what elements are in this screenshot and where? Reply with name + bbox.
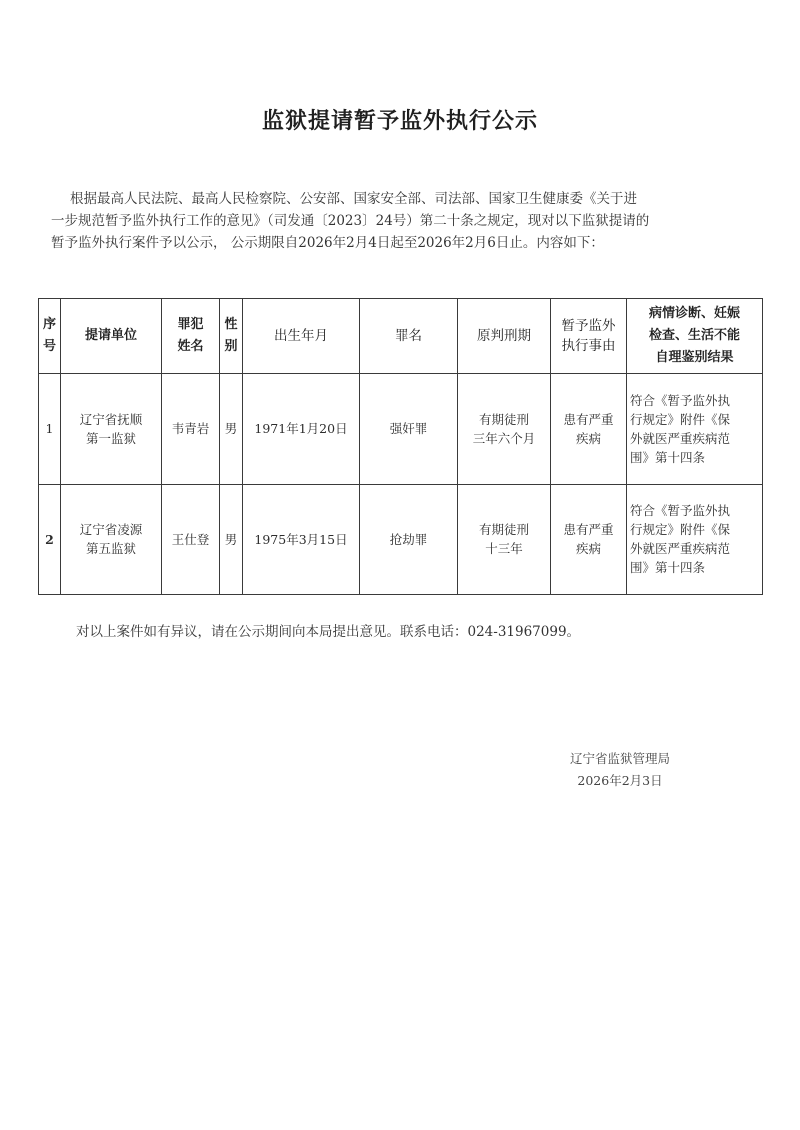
header-crime: 罪名 bbox=[360, 299, 458, 374]
cell-unit: 辽宁省凌源 第五监狱 bbox=[61, 484, 162, 595]
signature-org: 辽宁省监狱管理局 bbox=[569, 751, 670, 766]
objection-note: 对以上案件如有异议，请在公示期间向本局提出意见。联系电话：024-31967099。 bbox=[76, 624, 581, 640]
page-title: 监狱提请暂予监外执行公示 bbox=[261, 109, 538, 134]
cell-name: 王仕登 bbox=[162, 484, 220, 595]
signature-date: 2026年2月3日 bbox=[577, 773, 663, 788]
intro-line: 暂予监外执行案件予以公示， 公示期限自2026年2月4日起至2026年2月6日止。内容如下： bbox=[51, 235, 604, 251]
cell-gender: 男 bbox=[220, 374, 243, 485]
cell-index: 1 bbox=[39, 374, 61, 485]
header-gender: 性 别 bbox=[220, 299, 243, 374]
cell-sentence: 有期徒刑 三年六个月 bbox=[458, 374, 551, 485]
intro-paragraph bbox=[51, 188, 746, 254]
signature-block bbox=[540, 748, 700, 792]
table-row bbox=[39, 374, 763, 485]
header-reason: 暂予监外 执行事由 bbox=[551, 299, 627, 374]
cell-reason: 患有严重 疾病 bbox=[551, 484, 627, 595]
header-result: 病情诊断、妊娠 检查、生活不能 自理鉴别结果 bbox=[627, 299, 763, 374]
header-unit: 提请单位 bbox=[61, 299, 162, 374]
header-index: 序 号 bbox=[39, 299, 61, 374]
intro-line: 根据最高人民法院、最高人民检察院、公安部、国家安全部、司法部、国家卫生健康委《关于进 bbox=[70, 191, 637, 207]
cases-table bbox=[38, 298, 763, 595]
cell-unit: 辽宁省抚顺 第一监狱 bbox=[61, 374, 162, 485]
cell-crime: 抢劫罪 bbox=[360, 484, 458, 595]
header-sentence: 原判刑期 bbox=[458, 299, 551, 374]
cell-index: 2 bbox=[39, 484, 61, 595]
cell-name: 韦青岩 bbox=[162, 374, 220, 485]
cell-gender: 男 bbox=[220, 484, 243, 595]
cell-crime: 强奸罪 bbox=[360, 374, 458, 485]
cell-result: 符合《暂予监外执 行规定》附件《保 外就医严重疾病范 围》第十四条 bbox=[627, 374, 763, 485]
cell-birth: 1975年3月15日 bbox=[243, 484, 360, 595]
cell-birth: 1971年1月20日 bbox=[243, 374, 360, 485]
cell-sentence: 有期徒刑 十三年 bbox=[458, 484, 551, 595]
table-row bbox=[39, 484, 763, 595]
cell-reason: 患有严重 疾病 bbox=[551, 374, 627, 485]
header-name: 罪犯 姓名 bbox=[162, 299, 220, 374]
table-header-row bbox=[39, 299, 763, 374]
intro-line: 一步规范暂予监外执行工作的意见》（司发通〔2023〕24号）第二十条之规定，现对以下监狱提请的 bbox=[51, 213, 650, 229]
cell-result: 符合《暂予监外执 行规定》附件《保 外就医严重疾病范 围》第十四条 bbox=[627, 484, 763, 595]
header-birth: 出生年月 bbox=[243, 299, 360, 374]
